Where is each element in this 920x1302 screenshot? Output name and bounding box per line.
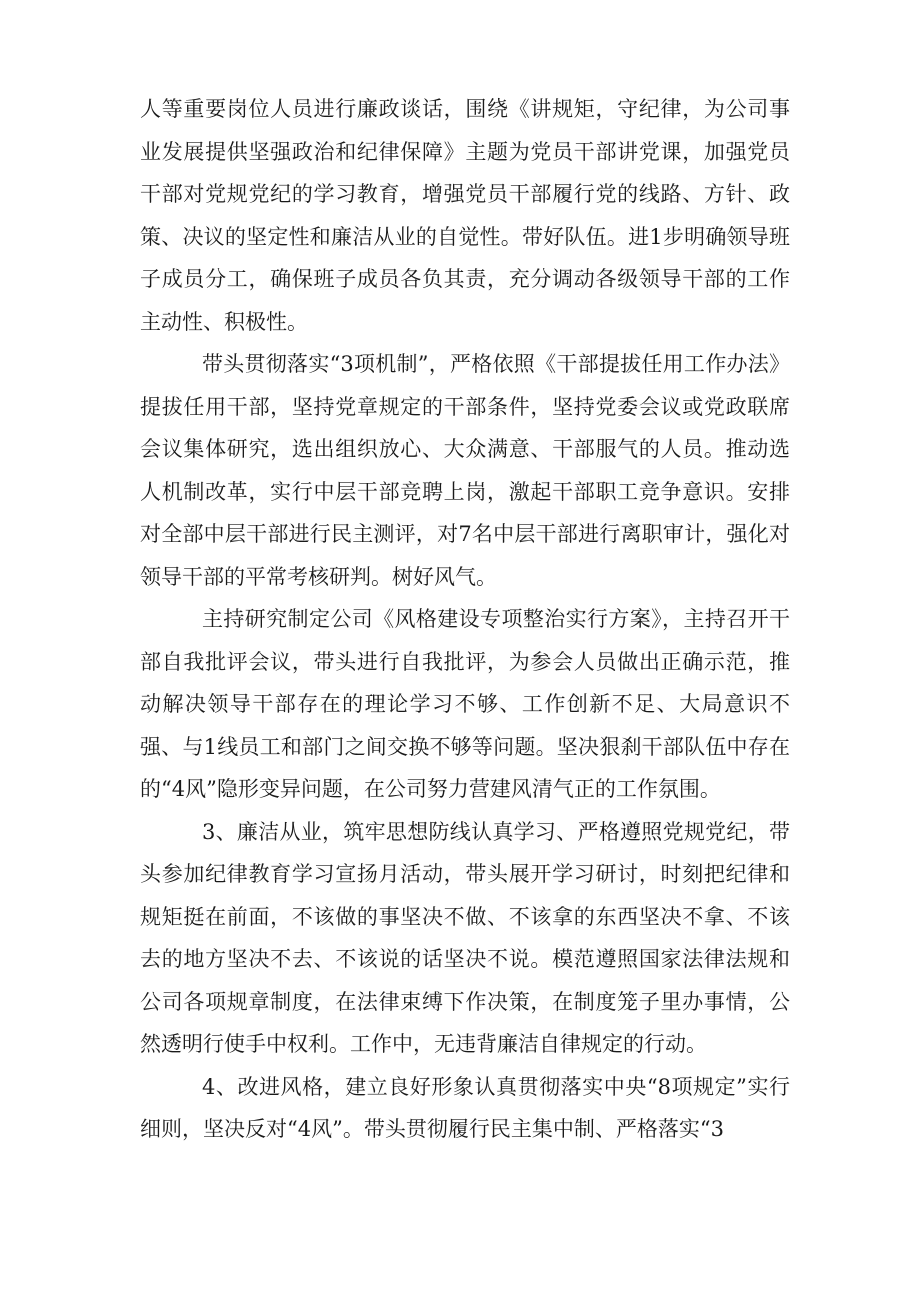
paragraph-3: 主持研究制定公司《风格建设专项整治实行方案》，主持召开干部自我批评会议，带头进行自我批评，为参会人员做出正确示范，推动解决领导干部存在的理论学习不够、工作创新不足、大局意识不强、与1线员工和部门之间交换不够等问题。坚决狠刹干部队伍中存在的“4风”隐形变异问题，在公司努力营建风清气正的工作氛围。 bbox=[140, 607, 790, 801]
document-body bbox=[140, 88, 790, 1151]
paragraph-1: 人等重要岗位人员进行廉政谈话，围绕《讲规矩，守纪律，为公司事业发展提供坚强政治和纪律保障》主题为党员干部讲党课，加强党员干部对党规党纪的学习教育，增强党员干部履行党的线路、方针、政策、决议的坚定性和廉洁从业的自觉性。带好队伍。进1步明确领导班子成员分工，确保班子成员各负其责，充分调动各级领导干部的工作主动性、积极性。 bbox=[140, 97, 790, 334]
paragraph-4: 3、廉洁从业，筑牢思想防线认真学习、严格遵照党规党纪，带头参加纪律教育学习宣扬月活动，带头展开学习研讨，时刻把纪律和规矩挺在前面，不该做的事坚决不做、不该拿的东西坚决不拿、不该去的地方坚决不去、不该说的话坚决不说。模范遵照国家法律法规和公司各项规章制度，在法律束缚下作决策，在制度笼子里办事情，公然透明行使手中权利。工作中，无违背廉洁自律规定的行动。 bbox=[140, 819, 790, 1056]
paragraph-2: 带头贯彻落实“3项机制”，严格依照《干部提拔任用工作办法》提拔任用干部，坚持党章规定的干部条件，坚持党委会议或党政联席会议集体研究，选出组织放心、大众满意、干部服气的人员。推动选人机制改革，实行中层干部竞聘上岗，激起干部职工竞争意识。安排对全部中层干部进行民主测评，对7名中层干部进行离职审计，强化对领导干部的平常考核研判。树好风气。 bbox=[140, 352, 790, 589]
paragraph-5: 4、改进风格，建立良好形象认真贯彻落实中央“8项规定”实行细则，坚决反对“4风”。带头贯彻履行民主集中制、严格落实“3 bbox=[140, 1074, 790, 1141]
